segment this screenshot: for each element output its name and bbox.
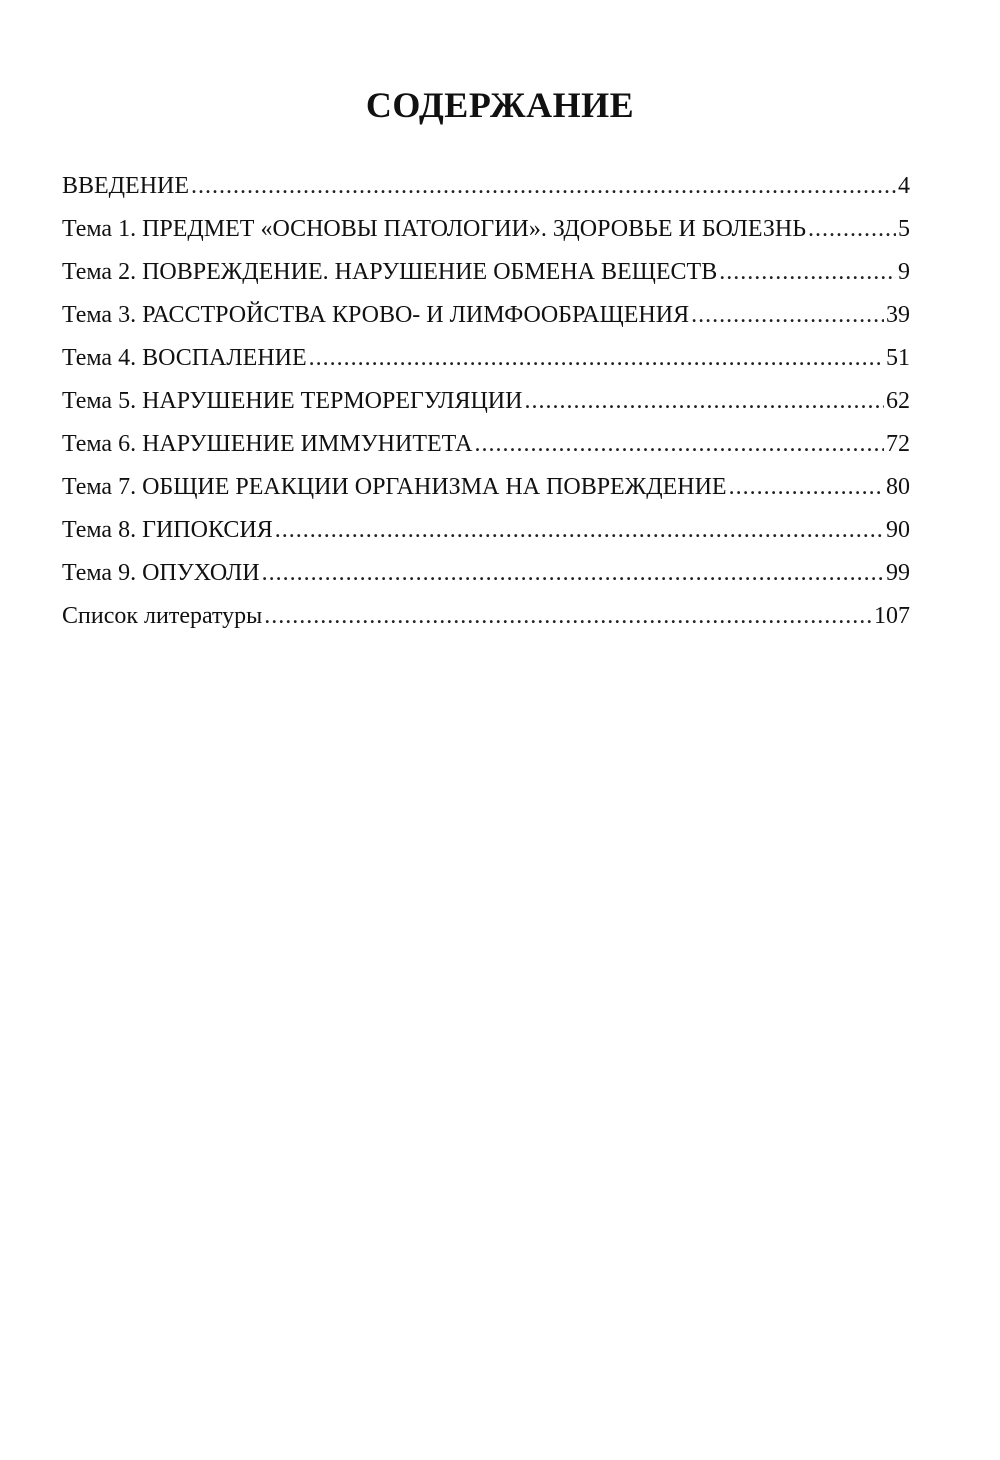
toc-entry-label: Тема 3. РАССТРОЙСТВА КРОВО- И ЛИМФООБРАЩЕНИЯ xyxy=(62,302,690,328)
toc-entry-page-number: 99 xyxy=(886,560,910,586)
dot-leader xyxy=(262,555,884,591)
toc-entry-page-number: 72 xyxy=(886,431,910,457)
dot-leader xyxy=(309,340,884,376)
dot-leader xyxy=(719,254,896,290)
toc-entry-label: Тема 4. ВОСПАЛЕНИЕ xyxy=(62,345,307,371)
dot-leader xyxy=(275,512,884,548)
dot-leader xyxy=(474,426,884,462)
dot-leader xyxy=(524,383,884,419)
toc-entry-references[interactable] xyxy=(62,598,910,641)
toc-entry-topic-1[interactable] xyxy=(62,211,910,254)
toc-entry-topic-6[interactable] xyxy=(62,426,910,469)
toc-entry-label: ВВЕДЕНИЕ xyxy=(62,173,190,199)
toc-entry-page-number: 62 xyxy=(886,388,910,414)
toc-entry-label: Тема 2. ПОВРЕЖДЕНИЕ. НАРУШЕНИЕ ОБМЕНА ВЕЩЕСТВ xyxy=(62,259,718,285)
toc-entry-label: Тема 8. ГИПОКСИЯ xyxy=(62,517,273,543)
toc-entry-page-number: 5 xyxy=(898,216,910,242)
page-title: СОДЕРЖАНИЕ xyxy=(365,85,635,125)
toc-entry-label: Список литературы xyxy=(62,603,263,629)
toc-entry-topic-5[interactable] xyxy=(62,383,910,426)
toc-entry-label: Тема 9. ОПУХОЛИ xyxy=(62,560,260,586)
toc-entry-label: Тема 5. НАРУШЕНИЕ ТЕРМОРЕГУЛЯЦИИ xyxy=(62,388,523,414)
toc-entry-page-number: 39 xyxy=(886,302,910,328)
toc-entry-page-number: 90 xyxy=(886,517,910,543)
toc-entry-topic-4[interactable] xyxy=(62,340,910,383)
dot-leader xyxy=(191,168,896,204)
toc-entry-label: Тема 7. ОБЩИЕ РЕАКЦИИ ОРГАНИЗМА НА ПОВРЕЖДЕНИЕ xyxy=(62,474,727,500)
toc-entry-page-number: 107 xyxy=(874,603,910,629)
toc-entry-topic-8[interactable] xyxy=(62,512,910,555)
toc-entry-label: Тема 1. ПРЕДМЕТ «ОСНОВЫ ПАТОЛОГИИ». ЗДОРОВЬЕ И БОЛЕЗНЬ xyxy=(62,216,806,242)
dot-leader xyxy=(808,211,896,247)
toc-entry-label: Тема 6. НАРУШЕНИЕ ИММУНИТЕТА xyxy=(62,431,473,457)
toc-entry-page-number: 4 xyxy=(898,173,910,199)
toc-entry-topic-7[interactable] xyxy=(62,469,910,512)
toc-entry-page-number: 80 xyxy=(886,474,910,500)
toc-entry-topic-3[interactable] xyxy=(62,297,910,340)
toc-entry-page-number: 9 xyxy=(898,259,910,285)
toc-entry-topic-2[interactable] xyxy=(62,254,910,297)
toc-entry-introduction[interactable] xyxy=(62,168,910,211)
dot-leader xyxy=(691,297,884,333)
toc-entry-page-number: 51 xyxy=(886,345,910,371)
toc-entry-topic-9[interactable] xyxy=(62,555,910,598)
table-of-contents xyxy=(62,168,910,641)
dot-leader xyxy=(729,469,884,505)
dot-leader xyxy=(264,598,872,634)
